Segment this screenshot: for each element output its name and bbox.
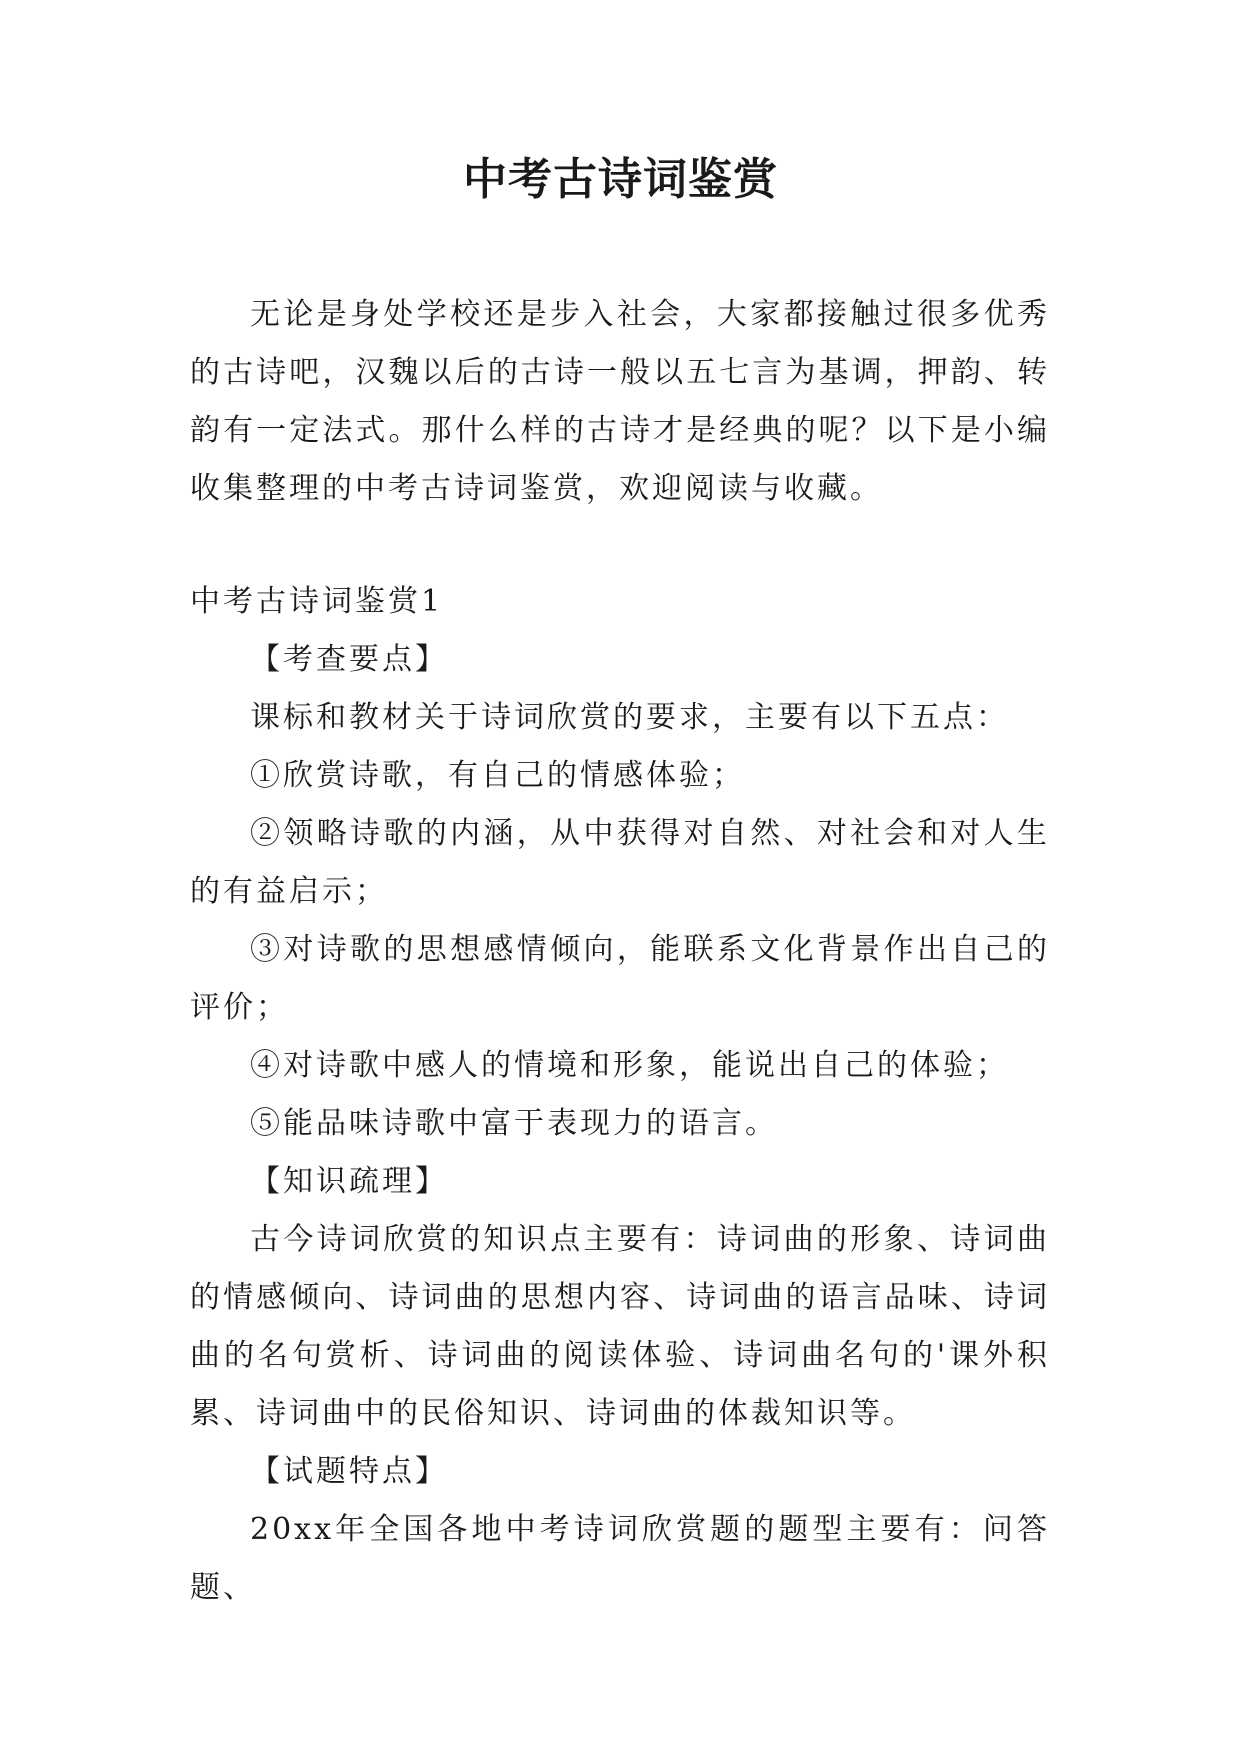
list-item: ①欣赏诗歌，有自己的情感体验； <box>250 758 745 793</box>
list-item: ④对诗歌中感人的情境和形象，能说出自己的体验； <box>250 1048 1009 1083</box>
paragraph: 古今诗词欣赏的知识点主要有：诗词曲的形象、诗词曲的情感倾向、诗词曲的思想内容、诗词曲的语言品味、诗词曲的名句赏析、诗词曲的阅读体验、诗词曲名句的'课外积累、诗词曲中的民俗知识、诗词曲的体裁知识等。 <box>190 1222 1050 1431</box>
document-title: 中考古诗词鉴赏 <box>463 154 778 205</box>
intro-paragraph: 无论是身处学校还是步入社会，大家都接触过很多优秀的古诗吧，汉魏以后的古诗一般以五七言为基调，押韵、转韵有一定法式。那什么样的古诗才是经典的呢？以下是小编收集整理的中考古诗词鉴赏，欢迎阅读与收藏。 <box>190 297 1050 506</box>
list-item: ②领略诗歌的内涵，从中获得对自然、对社会和对人生的有益启示； <box>190 816 1050 909</box>
list-item: ⑤能品味诗歌中富于表现力的语言。 <box>250 1106 778 1141</box>
heading-exam-points: 【考查要点】 <box>250 642 448 677</box>
section-heading: 中考古诗词鉴赏1 <box>190 584 444 619</box>
heading-question-features: 【试题特点】 <box>250 1454 448 1489</box>
paragraph: 课标和教材关于诗词欣赏的要求，主要有以下五点： <box>250 700 1009 735</box>
paragraph: 20xx年全国各地中考诗词欣赏题的题型主要有：问答题、 <box>190 1512 1050 1605</box>
list-item: ③对诗歌的思想感情倾向，能联系文化背景作出自己的评价； <box>190 932 1050 1025</box>
document-body <box>190 286 1050 1617</box>
heading-knowledge: 【知识疏理】 <box>250 1164 448 1199</box>
